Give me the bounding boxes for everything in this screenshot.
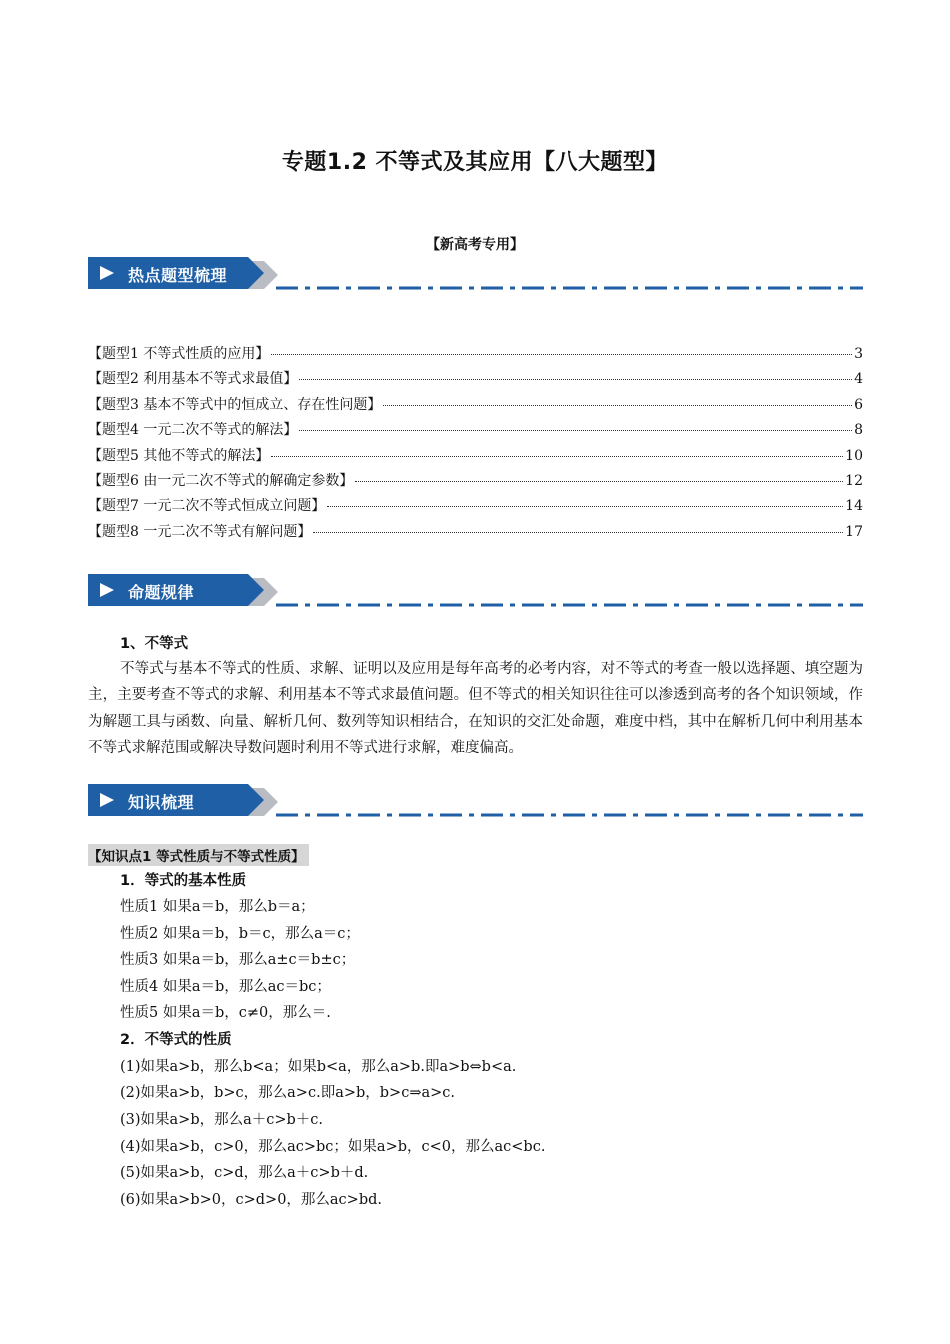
toc-leader bbox=[313, 532, 843, 533]
toc-entry[interactable] bbox=[88, 495, 863, 520]
toc-leader bbox=[383, 405, 852, 406]
equality-property: 性质4 如果a＝b，那么ac＝bc； bbox=[120, 979, 331, 995]
inequality-heading: 2．不等式的性质 bbox=[120, 1032, 232, 1048]
document-title: 专题1.2 不等式及其应用【八大题型】 bbox=[281, 150, 669, 175]
toc-label: 【题型5 其他不等式的解法】 bbox=[88, 447, 270, 464]
toc-label: 【题型1 不等式性质的应用】 bbox=[88, 346, 270, 362]
toc-page: 17 bbox=[845, 523, 863, 540]
toc-label: 【题型4 一元二次不等式的解法】 bbox=[88, 422, 298, 439]
toc-entry[interactable] bbox=[88, 343, 863, 368]
toc-page: 8 bbox=[854, 422, 863, 439]
toc-page: 10 bbox=[845, 447, 863, 464]
toc-label: 【题型6 由一元二次不等式的解确定参数】 bbox=[88, 472, 354, 489]
banner-label: 命题规律 bbox=[128, 583, 195, 602]
equality-property: 性质3 如果a＝b，那么a±c＝b±c； bbox=[120, 952, 356, 968]
toc-entry[interactable] bbox=[88, 368, 863, 393]
toc-page: 4 bbox=[854, 371, 863, 388]
document-subtitle: 【新高考专用】 bbox=[426, 237, 524, 253]
toc-entry[interactable] bbox=[88, 445, 863, 470]
toc-entry[interactable] bbox=[88, 470, 863, 495]
toc-label: 【题型2 利用基本不等式求最值】 bbox=[88, 371, 298, 388]
section-banner-rules bbox=[88, 574, 863, 610]
banner-graphic bbox=[88, 574, 863, 610]
banner-label: 热点题型梳理 bbox=[128, 266, 228, 285]
inequality-property: (3)如果a>b，那么a＋c>b＋c. bbox=[120, 1112, 324, 1128]
toc-label: 【题型3 基本不等式中的恒成立、存在性问题】 bbox=[88, 396, 382, 413]
toc-leader bbox=[299, 379, 852, 380]
banner-label: 知识梳理 bbox=[128, 793, 195, 812]
toc-page: 6 bbox=[854, 396, 863, 413]
toc-leader bbox=[271, 456, 843, 457]
equality-property: 性质5 如果a＝b，c≠0，那么＝. bbox=[120, 1005, 331, 1021]
toc-leader bbox=[271, 354, 852, 355]
toc-page: 12 bbox=[845, 472, 863, 489]
toc-entry[interactable] bbox=[88, 521, 863, 546]
rules-heading: 1、不等式 bbox=[120, 636, 189, 652]
inequality-property: (5)如果a>b，c>d，那么a＋c>b＋d. bbox=[120, 1165, 369, 1181]
section-banner-hot-topics bbox=[88, 257, 863, 293]
toc-entry[interactable] bbox=[88, 419, 863, 444]
toc-leader bbox=[299, 430, 852, 431]
rules-paragraph: 不等式与基本不等式的性质、求解、证明以及应用是每年高考的必考内容，对不等式的考查一般以选择题、填空题为主，主要考查不等式的求解、利用基本不等式求最值问题。但不等式的相关知识往往可以渗透到高考的各个知识领域，作为解题工具与函数、向量、解析几何、数列等知识相结合，在知识的交汇处命题，难度中档，其中在解析几何中利用基本不等式求解范围或解决导数问题时利用不等式进行求解，难度偏高。 bbox=[88, 661, 863, 757]
equality-property: 性质2 如果a＝b，b＝c，那么a＝c； bbox=[120, 926, 360, 942]
toc-page: 14 bbox=[845, 498, 863, 515]
section-banner-knowledge bbox=[88, 784, 863, 820]
inequality-property: (6)如果a>b>0，c>d>0，那么ac>bd. bbox=[120, 1192, 383, 1208]
table-of-contents bbox=[88, 343, 863, 546]
toc-leader bbox=[355, 481, 843, 482]
inequality-property: (2)如果a>b，b>c，那么a>c.即a>b，b>c⇒a>c. bbox=[120, 1085, 455, 1101]
equality-property: 性质1 如果a＝b，那么b＝a； bbox=[120, 899, 315, 915]
toc-label: 【题型8 一元二次不等式有解问题】 bbox=[88, 523, 312, 540]
inequality-property: (4)如果a>b，c>0，那么ac>bc；如果a>b，c<0，那么ac<bc. bbox=[120, 1139, 546, 1155]
toc-page: 3 bbox=[854, 346, 863, 362]
inequality-property: (1)如果a>b，那么b<a；如果b<a，那么a>b.即a>b⇔b<a. bbox=[120, 1059, 517, 1075]
knowledge-point-tag: 【知识点1 等式性质与不等式性质】 bbox=[88, 844, 309, 866]
toc-leader bbox=[327, 506, 843, 507]
toc-entry[interactable] bbox=[88, 394, 863, 419]
equality-heading: 1．等式的基本性质 bbox=[120, 873, 247, 889]
banner-graphic bbox=[88, 784, 863, 820]
toc-label: 【题型7 一元二次不等式恒成立问题】 bbox=[88, 498, 326, 515]
